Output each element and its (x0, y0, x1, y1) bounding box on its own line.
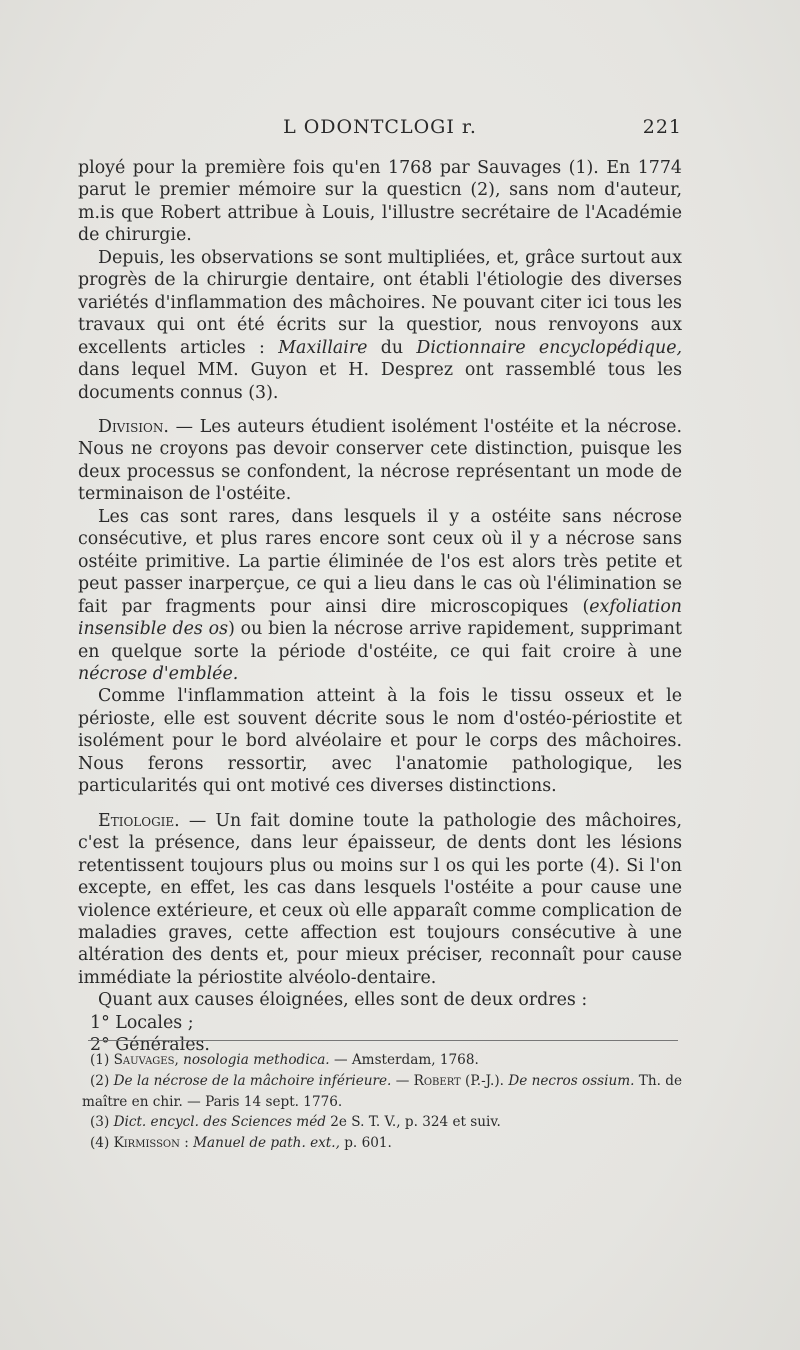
list-item: 2° Générales. (90, 1035, 210, 1056)
section-heading-division: Division. (98, 416, 169, 437)
paragraph-depuis: Depuis, les observations se sont multipliées, et, grâce surtout aux progrès de la chirurgie dentaire, ont établi l'étiologie des diverses variétés d'inflammation des mâchoires. Ne pouvant citer ici tous les travaux qui ont été écrits sur la questior, nous renvoyons aux excellents articles : Maxillaire du Dictionnaire encyclopédique, dans lequel MM. Guyon et H. Desprez ont rassemblé tous les documents connus (3). (78, 247, 683, 403)
emphasis-necrose-emblee: nécrose d'emblée. (78, 663, 239, 684)
footnote-1: (1) Sauvages, nosologia methodica. — Amsterdam, 1768. (90, 1052, 479, 1068)
page-header (78, 116, 682, 144)
running-title: L ODONTCLOGI r. (283, 116, 477, 138)
paragraph-etiologie: Etiologie. — Un fait domine toute la pathologie des mâchoires, c'est la présence, dans leur épaisseur, de dents dont les lésions retentissent toujours plus ou moins sur l os qui les porte (4). Si l'on excepte, en effet, les cas dans lesquels l'ostéite a pour cause une violence extérieure, et ceux où elle apparaît comme complication de maladies graves, cette affection est toujours consécutive à une altération des dents et, pour mieux préciser, reconnaît pour cause immédiate la périostite alvéolo-dentaire. (78, 810, 682, 988)
footnote-2: (2) De la nécrose de la mâchoire inférieure. — Robert (P.-J.). De necros ossium. Th. de maître en chir. — Paris 14 sept. 1776. (82, 1072, 683, 1110)
page-number: 221 (642, 116, 682, 138)
paragraph-intro: ployé pour la première fois qu'en 1768 par Sauvages (1). En 1774 parut le premier mémoire sur la questicn (2), sans nom d'auteur, m.is que Robert attribue à Louis, l'illustre secrétaire de l'Académie de chirurgie. (78, 158, 682, 246)
paragraph-cas-rares: Les cas sont rares, dans lesquels il y a ostéite sans nécrose consécutive, et plus rares encore sont ceux où il y a nécrose sans ostéite primitive. La partie éliminée de l'os est alors très petite et peut passer inarperçue, ce qui a lieu dans le cas où l'élimination se fait par fragments pour ainsi dire microscopiques (exfoliation insensible des os) ou bien la nécrose arrive rapidement, supprimant en quelque sorte la période d'ostéite, ce qui fait croire à une nécrose d'emblée. (78, 506, 682, 684)
paragraph-inflammation: Comme l'inflammation atteint à la fois le tissu osseux et le périoste, elle est souvent décrite sous le nom d'ostéo-périostite et isolément pour le bord alvéolaire et pour le corps des mâchoires. Nous ferons ressortir, avec l'anatomie pathologique, les particularités qui ont motivé ces diverses distinctions. (78, 686, 682, 797)
footnote-4: (4) Kirmisson : Manuel de path. ext., p. 601. (90, 1135, 392, 1152)
list-item: 1° Locales ; (90, 1012, 194, 1033)
footnote-3: (3) Dict. encycl. des Sciences méd 2e S. T. V., p. 324 et suiv. (90, 1114, 501, 1131)
emphasis-exfoliation: exfoliation insensible des os (78, 596, 682, 640)
footnote-divider (88, 1040, 678, 1041)
emphasis-dictionnaire: Dictionnaire encyclopédique, (416, 337, 683, 358)
body-text (78, 157, 682, 1057)
paragraph-causes: Quant aux causes éloignées, elles sont de deux ordres : (98, 990, 588, 1011)
emphasis-maxillaire: Maxillaire (278, 337, 368, 358)
paragraph-division: Division. — Les auteurs étudient isolément l'ostéite et la nécrose. Nous ne croyons pas devoir conserver cete distinction, puisque les deux processus se confondent, la nécrose représentant un mode de terminaison de l'ostéite. (78, 416, 682, 505)
section-heading-etiologie: Etiologie. (98, 810, 180, 831)
footnotes (82, 1050, 682, 1154)
